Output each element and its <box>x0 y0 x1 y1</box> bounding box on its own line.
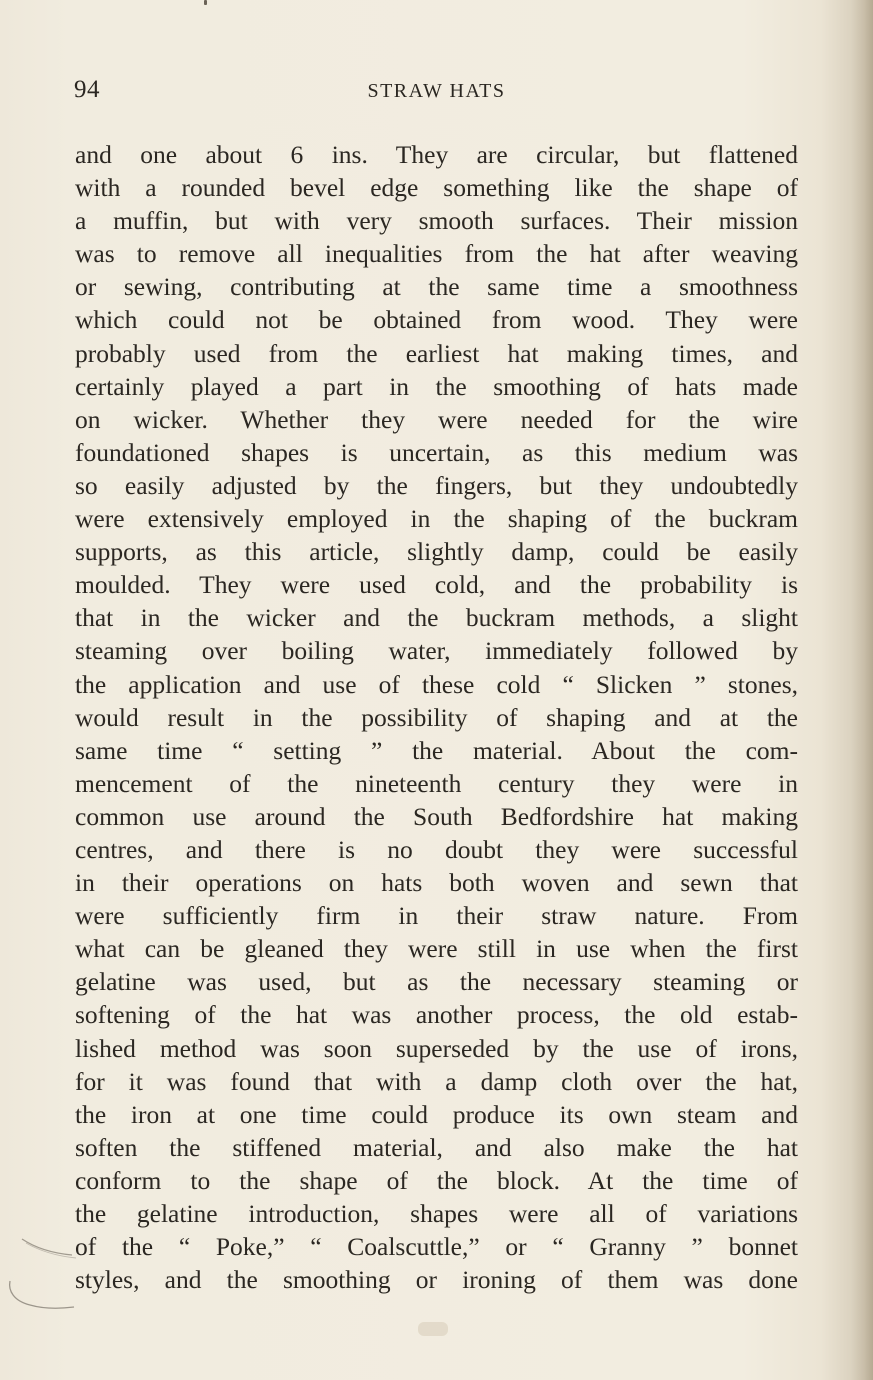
body-text <box>75 138 798 1296</box>
text-line: moulded. They were used cold, and the probability is <box>75 570 798 600</box>
text-line: styles, and the smoothing or ironing of them was done <box>75 1265 798 1295</box>
text-line: probably used from the earliest hat making times, and <box>75 338 798 368</box>
text-line: supports, as this article, slightly damp, could be easily <box>75 537 798 567</box>
text-line: in their operations on hats both woven and sewn that <box>75 868 798 898</box>
text-line: were sufficiently firm in their straw nature. From <box>75 901 798 931</box>
text-line: the application and use of these cold “ Slicken ” stones, <box>75 669 798 699</box>
text-line: with a rounded bevel edge something like the shape of <box>75 173 798 203</box>
text-line: of the “ Poke,” “ Coalscuttle,” or “ Granny ” bonnet <box>75 1232 798 1262</box>
text-line: were extensively employed in the shaping of the buckram <box>75 504 798 534</box>
text-line: same time “ setting ” the material. About the com- <box>75 735 798 765</box>
text-line: the gelatine introduction, shapes were all of variations <box>75 1199 798 1228</box>
text-line: the iron at one time could produce its own steam and <box>75 1099 798 1129</box>
text-line: foundationed shapes is uncertain, as this medium was <box>75 437 798 467</box>
text-line: centres, and there is no doubt they were successful <box>75 834 798 864</box>
text-line: certainly played a part in the smoothing of hats made <box>75 371 798 401</box>
text-line: for it was found that with a damp cloth over the hat, <box>75 1066 798 1096</box>
text-line: so easily adjusted by the fingers, but they undoubtedly <box>75 470 798 500</box>
text-line: conform to the shape of the block. At the time of <box>75 1165 798 1195</box>
spine-shadow <box>851 0 873 1380</box>
text-line: was to remove all inequalities from the hat after weaving <box>75 239 798 269</box>
page-number: 94 <box>74 76 100 103</box>
text-line: mencement of the nineteenth century they were in <box>75 768 798 798</box>
text-line: on wicker. Whether they were needed for the wire <box>75 404 798 434</box>
text-line: what can be gleaned they were still in use when the first <box>75 934 798 964</box>
ink-speck <box>204 0 207 5</box>
text-line: and one about 6 ins. They are circular, but flattened <box>75 140 798 169</box>
text-line: would result in the possibility of shaping and at the <box>75 702 798 732</box>
text-line: or sewing, contributing at the same time a smoothness <box>75 272 798 302</box>
text-line: lished method was soon superseded by the use of irons, <box>75 1033 798 1063</box>
text-line: softening of the hat was another process, the old estab- <box>75 1000 798 1030</box>
text-line: steaming over boiling water, immediately followed by <box>75 636 798 666</box>
running-head: STRAW HATS <box>367 80 506 102</box>
faint-stain <box>418 1322 448 1336</box>
text-line: soften the stiffened material, and also make the hat <box>75 1132 798 1162</box>
text-line: which could not be obtained from wood. They were <box>75 305 798 335</box>
text-line: that in the wicker and the buckram methods, a slight <box>75 603 798 633</box>
text-line: gelatine was used, but as the necessary steaming or <box>75 967 798 997</box>
text-line: a muffin, but with very smooth surfaces. Their mission <box>75 206 798 236</box>
text-line: common use around the South Bedfordshire hat making <box>75 801 798 831</box>
pencil-margin-mark <box>0 1225 90 1325</box>
